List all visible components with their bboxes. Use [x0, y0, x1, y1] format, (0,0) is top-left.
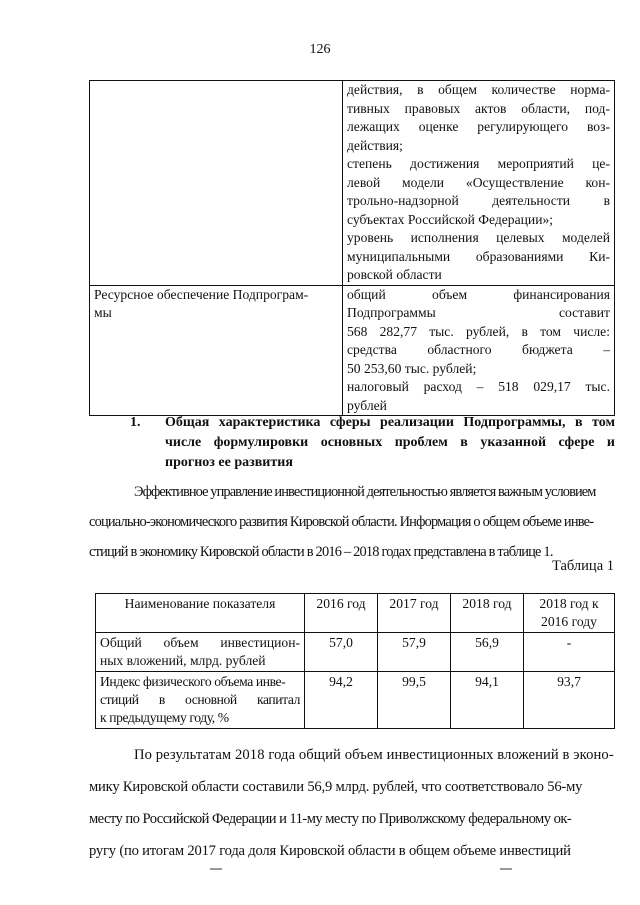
text-line: уровень исполнения целевых моделей [347, 230, 610, 245]
column-header: 2016 год [305, 594, 378, 633]
text-line: мы [94, 305, 112, 320]
text-line: ровской области [347, 267, 442, 282]
text-line: Общая характеристика сферы реализации Подпрограммы, в том [165, 415, 615, 430]
text-line: тивных правовых актов области, под- [347, 100, 610, 116]
text-line: 568 282,77 тыс. рублей, в том числе: [347, 323, 610, 339]
results-paragraph [89, 739, 615, 867]
column-header: Наименование показателя [96, 594, 305, 633]
scan-artifact [500, 868, 512, 870]
text-line: мику Кировской области составили 56,9 млрд. рублей, что соответствовало 56-му [89, 779, 583, 795]
row-label [96, 672, 305, 729]
text-line: Ресурсное обеспечение Подпрограм- [94, 286, 309, 302]
text-line: Общий объем инвестицион- [100, 635, 300, 650]
page-number: 126 [309, 42, 331, 57]
text-line: стиций в экономику Кировской области в 2016 – 2018 годах представлена в таблице 1. [89, 544, 553, 560]
text-line: степень достижения мероприятий це- [347, 156, 610, 171]
table-cell: 57,9 [378, 633, 451, 672]
table-cell: 56,9 [451, 633, 524, 672]
table-cell-empty [90, 81, 343, 286]
text-line: левой модели «Осуществление кон- [347, 174, 610, 190]
table-cell-resource-label [90, 285, 343, 416]
table-cell: 94,1 [451, 672, 524, 729]
text-line: муниципальными образованиями Ки- [347, 248, 610, 264]
table-cell: 99,5 [378, 672, 451, 729]
text-line: средства областного бюджета – [347, 342, 610, 357]
section-title [165, 413, 615, 473]
column-header: 2018 год к 2016 году [524, 594, 615, 633]
table-cell: 93,7 [524, 672, 615, 729]
text-line: 50 253,60 тыс. рублей; [347, 360, 477, 376]
section-number: 1. [130, 415, 141, 430]
text-line: числе формулировки основных проблем в указанной сфере и [165, 435, 615, 450]
text-line: рублей [347, 397, 387, 413]
text-line: Подпрограммы составит [347, 305, 610, 320]
text-line: Эффективное управление инвестиционной деятельностью является важным условием [134, 484, 596, 500]
text-line: ругу (по итогам 2017 года доля Кировской области в общем объеме инвестиций [89, 843, 571, 859]
scan-artifact [210, 868, 222, 870]
row-label [96, 633, 305, 672]
text-line: лежащих оценке регулирующего воз- [347, 119, 610, 134]
text-line: По результатам 2018 года общий объем инвестиционных вложений в эконо- [134, 747, 614, 763]
text-line: месту по Российской Федерации и 11-му месту по Приволжскому федеральному ок- [89, 811, 572, 827]
text-line: ных вложений, млрд. рублей [100, 653, 266, 668]
table-cell: 57,0 [305, 633, 378, 672]
table-cell: - [524, 633, 615, 672]
text-line: общий объем финансирования [347, 286, 610, 302]
text-line: действия, в общем количестве норма- [347, 82, 610, 97]
text-line: стиций в основной капитал [100, 692, 300, 707]
text-line: к предыдущему году, % [100, 710, 229, 725]
text-line: действия; [347, 137, 403, 153]
intro-paragraph [89, 477, 615, 567]
investment-table [95, 593, 615, 729]
table-row [90, 285, 615, 416]
table-row [96, 633, 615, 672]
text-line: налоговый расход – 518 029,17 тыс. [347, 379, 610, 394]
text-line: трольно-надзорной деятельности в [347, 193, 610, 208]
table-cell-resource-value [343, 285, 615, 416]
table-caption: Таблица 1 [551, 558, 614, 574]
table-row [90, 81, 615, 286]
text-line: Индекс физического объема инве- [100, 674, 286, 689]
table-cell: 94,2 [305, 672, 378, 729]
text-line: субъектах Российской Федерации»; [347, 211, 554, 227]
column-header: 2018 год [451, 594, 524, 633]
column-header: 2017 год [378, 594, 451, 633]
subprogram-passport-table [89, 80, 615, 416]
table-header-row [96, 594, 615, 633]
table-row [96, 672, 615, 729]
table-cell-indicators [343, 81, 615, 286]
text-line: социально-экономического развития Кировской области. Информация о общем объеме инве- [89, 514, 594, 530]
text-line: прогноз ее развития [165, 455, 293, 470]
